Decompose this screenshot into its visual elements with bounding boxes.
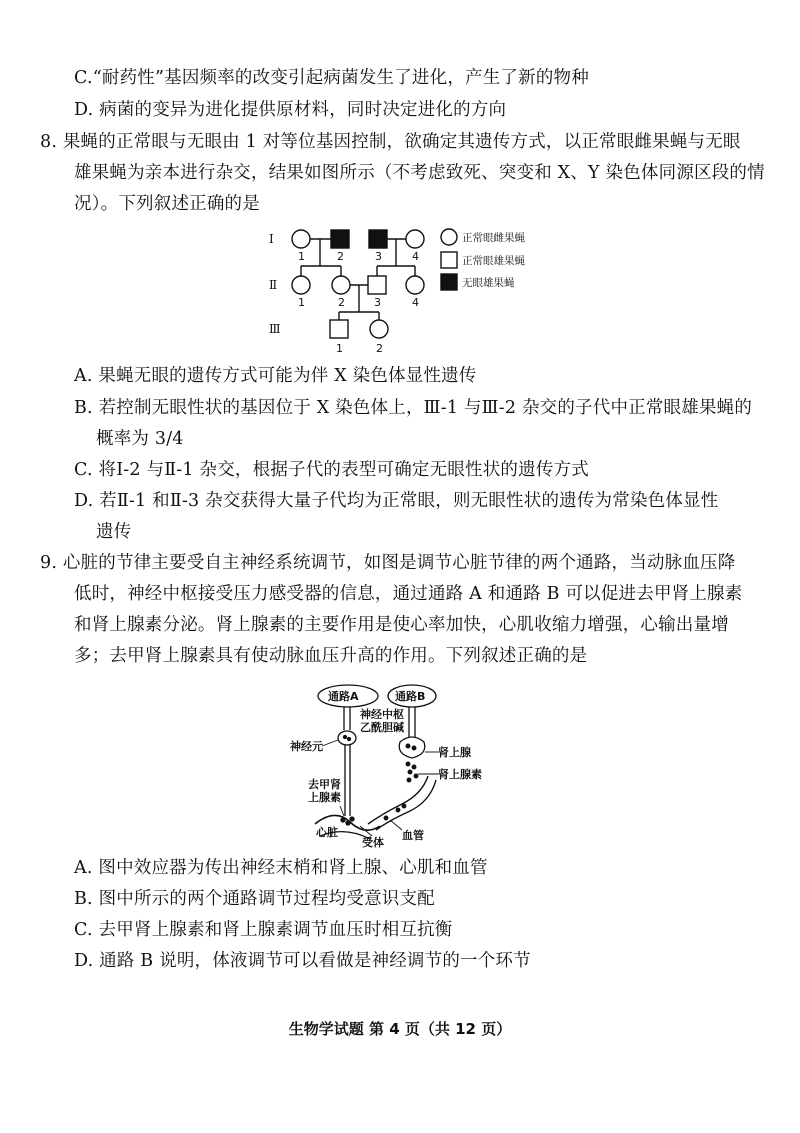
- receptor-label: 受体: [362, 836, 384, 848]
- gen2-number-1: 1: [298, 296, 305, 309]
- q7-option-d: D. 病菌的变异为进化提供原材料，同时决定进化的方向: [74, 100, 507, 120]
- q9-option-d: D. 通路 B 说明，体液调节可以看做是神经调节的一个环节: [74, 951, 531, 971]
- pedigree-chart: [255, 222, 555, 358]
- q8-option-c: C. 将Ⅰ-2 与Ⅱ-1 杂交，根据子代的表型可确定无眼性状的遗传方式: [74, 460, 589, 480]
- gen1-male-3-affected: [369, 230, 387, 248]
- q7-option-c: C.“耐药性”基因频率的改变引起病菌发生了进化，产生了新的物种: [74, 68, 589, 88]
- q8-stem-line-1: 8. 果蝇的正常眼与无眼由 1 对等位基因控制，欲确定其遗传方式，以正常眼雌果蝇与无眼: [40, 132, 741, 152]
- norepinephrine-label-1: 去甲肾: [308, 778, 341, 791]
- q9-stem-line-1: 9. 心脏的节律主要受自主神经系统调节，如图是调节心脏节律的两个通路，当动脉血压降: [40, 553, 736, 573]
- q8-stem-line-3: 况）。下列叙述正确的是: [74, 194, 260, 214]
- gen-label-3: Ⅲ: [269, 322, 281, 336]
- norepinephrine-label-2: 上腺素: [308, 791, 341, 804]
- gen1-male-2-affected: [331, 230, 349, 248]
- gen-label-1: Ⅰ: [269, 232, 274, 246]
- legend-female-normal: 正常眼雌果蝇: [462, 232, 525, 244]
- adrenal-gland-label: 肾上腺: [438, 746, 471, 759]
- gen2-number-3: 3: [374, 296, 381, 309]
- q9-option-c: C. 去甲肾上腺素和肾上腺素调节血压时相互抗衡: [74, 920, 453, 940]
- q8-option-d: D. 若Ⅱ-1 和Ⅱ-3 杂交获得大量子代均为正常眼，则无眼性状的遗传为常染色体显性: [74, 491, 719, 511]
- legend-male-normal: 正常眼雄果蝇: [462, 255, 525, 267]
- gen1-number-2: 2: [337, 250, 344, 263]
- q9-option-a: A. 图中效应器为传出神经末梢和肾上腺、心肌和血管: [74, 858, 488, 878]
- gen1-female-1: [292, 230, 310, 248]
- legend-male-eyeless-icon: [441, 274, 457, 290]
- heart-label: 心脏: [316, 826, 338, 839]
- gen1-female-4: [406, 230, 424, 248]
- pathway-b-label: 通路B: [395, 690, 426, 703]
- neuron-cell-body: [338, 731, 356, 745]
- neuron-label: 神经元: [290, 740, 323, 753]
- legend-male-normal-icon: [441, 252, 457, 268]
- nerve-center-label: 神经中枢: [360, 708, 404, 721]
- legend-female-normal-icon: [441, 229, 457, 245]
- adrenaline-label: 肾上腺素: [438, 768, 482, 781]
- gen1-number-1: 1: [298, 250, 305, 263]
- q8-option-a: A. 果蝇无眼的遗传方式可能为伴 X 染色体显性遗传: [74, 366, 477, 386]
- q9-stem-line-2: 低时，神经中枢接受压力感受器的信息，通过通路 A 和通路 B 可以促进去甲肾上腺素: [74, 584, 743, 604]
- legend-male-eyeless: 无眼雄果蝇: [462, 277, 515, 289]
- gen1-number-4: 4: [412, 250, 419, 263]
- heart-regulation-diagram: [290, 676, 520, 848]
- gen1-number-3: 3: [375, 250, 382, 263]
- gen2-number-2: 2: [338, 296, 345, 309]
- q9-option-b: B. 图中所示的两个通路调节过程均受意识支配: [74, 889, 435, 909]
- gen2-number-4: 4: [412, 296, 419, 309]
- gen3-number-1: 1: [336, 342, 343, 355]
- gen3-female-2: [370, 320, 388, 338]
- pathway-a-label: 通路A: [328, 690, 359, 703]
- q8-option-b-cont: 概率为 3/4: [96, 429, 184, 449]
- acetylcholine-label: 乙酰胆碱: [360, 721, 404, 734]
- gen3-male-1: [330, 320, 348, 338]
- q8-option-b: B. 若控制无眼性状的基因位于 X 染色体上，Ⅲ-1 与Ⅲ-2 杂交的子代中正常眼雄果蝇的: [74, 398, 753, 418]
- gen2-female-4: [406, 276, 424, 294]
- page-footer: 生物学试题 第 4 页（共 12 页）: [288, 1020, 512, 1038]
- gen2-male-3: [368, 276, 386, 294]
- gen2-female-2: [332, 276, 350, 294]
- q9-stem-line-4: 多；去甲肾上腺素具有使动脉血压升高的作用。下列叙述正确的是: [74, 646, 588, 666]
- q9-stem-line-3: 和肾上腺素分泌。肾上腺素的主要作用是使心率加快，心肌收缩力增强，心输出量增: [74, 615, 729, 635]
- blood-vessel-label: 血管: [402, 829, 424, 842]
- q8-stem-line-2: 雄果蝇为亲本进行杂交，结果如图所示（不考虑致死、突变和 X、Y 染色体同源区段的情: [74, 163, 765, 183]
- gen2-female-1: [292, 276, 310, 294]
- gen3-number-2: 2: [376, 342, 383, 355]
- gen-label-2: Ⅱ: [269, 278, 278, 292]
- q8-option-d-cont: 遗传: [96, 522, 132, 542]
